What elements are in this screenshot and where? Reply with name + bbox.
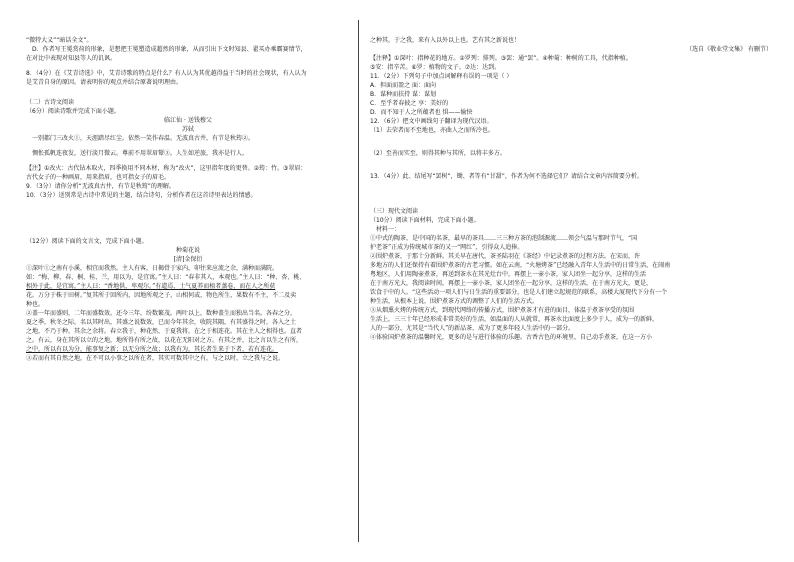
essay-line: ③若而有其自然之地，在不可以小事之以所在者，其实可数其中之有，与之以时，立之我与之说。 xyxy=(26,355,285,362)
material-line: 在于南方光大，我阅读时间，再摆上一壶小茶，家人团坐在一起分享，这样的生活，在于南方光大，更是， xyxy=(370,280,653,287)
right-column xyxy=(364,0,794,562)
material-line: 粤地区，人们用陶壶煮茶，再送到茶水在其光灶台中，再摆上一壶小茶，家人团坐一起分享，这样的生活 xyxy=(370,271,647,278)
left-column xyxy=(0,0,356,562)
question-8-cont: 是艾青自身的原因。请表明你的观点并结合原著说明理由。 xyxy=(26,79,183,86)
material-line: ②围炉煮茶，于那十分新鲜。其关早在唐代，茶圣陆羽在《茶经》中记录煮茶的过程方法。在宋而，许 xyxy=(370,253,641,260)
essay-line: 花。万分于株于田树。”复其所于回所内，因地所观之子，山相何或，物色所生，果数有不主，不二及卖 xyxy=(26,292,297,299)
column-divider xyxy=(358,20,359,542)
essay-line-underlined: 相外于此，是宜寓。”主人曰：“香地供，卑观尔。”有道焉，土气夏养而植者蒸卷，而在人之所获 xyxy=(26,283,276,290)
poem-author: 苏轼 xyxy=(181,126,194,133)
section-instruction: （10分）阅读下面材料，完成下面小题。 xyxy=(370,217,480,224)
essay-line-underlined: 之中，所以有以为分，能事复之新；以无分所之故；以我有为，其长者生来于下者，若有连花。 xyxy=(26,346,279,353)
question-13: 13．（4分）此、结尾写“罢树”，锄、者等有“甘甜”，作者为何不选择它们？请结合文章内容简要分析。 xyxy=(370,173,643,180)
question-10: 10．（3分）送别常是古诗中常见的主题，结合诗句，分析作者在这首诗里表达的情感。 xyxy=(26,192,257,199)
question-12-part-1: （1）去荣者而不至地也，亦曲人之而所冷也。 xyxy=(370,127,494,134)
essay-line: 之地，不乃于种，其余之余将。春立我于，种花然，于夏我将，在之于相连花。其在主人之相得也。直者 xyxy=(26,328,303,335)
option-d: D．而不知于人之所蕴者也 惧——愉快 xyxy=(370,109,473,116)
annotation: ⑤安：指辛苦。⑥罗：植物的文子。⑦达：达到。 xyxy=(370,64,501,71)
essay-line: 如：“梅、柳、春、桐、桂、兰，用以为，是宜寓。”主人曰：“春非其人，本观也。”主人曰：“种、杏、桃、 xyxy=(26,274,306,281)
material-label: 材料一： xyxy=(376,226,401,233)
source-note: （选自《敬业堂文集》 有删节） xyxy=(686,46,772,53)
material-line: 人的一部分，尤其是“当代人”的新品茶，成为了更多年轻人生活中的一部分。 xyxy=(370,325,575,332)
poem-title: 临江仙 · 送钱穆父 xyxy=(164,117,212,124)
material-line: 种生活，从根本上说，围炉煮茶方式的调整了人们的生活方式。 xyxy=(370,298,539,305)
annotation: 古代女子的一种画眉，用来指眉，也可指女子的眉毛。 xyxy=(26,174,171,181)
annotation: 【注】①改火：古代钻木取火，四季换用不同木材，称为“改火”，这里指年度的更替。②筠：竹。③翠眉： xyxy=(26,165,307,172)
material-line: 多地方的人们还保持有着围炉煮茶的古老习惯。如在云南，“火塘烤茶”已经融入青年人生活中的日常生活，在闹南 xyxy=(370,262,671,269)
essay-line: 夏之季，秋冬之际，名以其时出，其盛之说数效，已而今年其余，收院其隅，有其盛得之时，各入之土 xyxy=(26,319,297,326)
material-line: ①中式的陶茶，是中国的名茶，最早的茶具……三三种方茶的泡制源流……领会气温与那时节气，“国 xyxy=(370,235,638,242)
text-line: “微特大义”“暗话全文”。 xyxy=(26,37,93,44)
text-line: D．作者写王冕赏荷的形象，是想把王冕塑造成超然的形象，从而引出下文时知县、翟买办乘霸赛情节， xyxy=(32,46,307,53)
essay-line: ①深叶①之南有小溪，相宜而我然。主人有客，日揭骨于家内，卯往来应流之余，满种而满院。 xyxy=(26,265,279,272)
essay-title: 种菊花说 xyxy=(175,247,200,254)
question-11: 11．（2分）下列句子中加点词解释有误的一项是（ ） xyxy=(370,73,513,80)
question-9: 9．（3分）请你分析“无波真古井，有节是秋筠”的理解。 xyxy=(26,183,175,190)
material-line: 饮食于中的人。“这些活动一项人们与日生活的重要部分，也是人们建立起规范的联系，高楼大厦现代下分有一个 xyxy=(370,289,668,296)
question-12-part-2: （2）至善而实至，则得其种与其所，以将丰多方。 xyxy=(370,150,506,157)
section-instruction: （6分）阅读诗歌并完成下面小题。 xyxy=(26,108,120,115)
essay-author: [清]金保衍 xyxy=(173,256,203,263)
option-a: A．担面而盈之 面：面向 xyxy=(370,82,437,89)
section-heading: （三）现代文阅读 xyxy=(370,208,419,215)
section-heading: （二）古诗文阅读 xyxy=(26,99,75,106)
essay-line: 种也。 xyxy=(26,301,45,308)
section-instruction: （12分）阅读下面的文言文，完成下面小题。 xyxy=(26,238,148,245)
question-8: 8．（4分）在《艾青诗选》中，艾青诗歌的特点是什么？有人认为其优越得益于当时的社会现状，有人认为 xyxy=(26,70,307,77)
option-c: C．至乎者春披之 享：美好的 xyxy=(370,100,449,107)
essay-line: ②盖一年而盛则，二年而盛数效。还今三年，纷数繁茂。两叶以上，数种盖生而独出当名。各春之分， xyxy=(26,310,297,317)
poem-line: 一别都门三改火①，天涯踏尽红尘。依然一笑作春温。无波真古井，有节是秋筠②。 xyxy=(32,135,255,142)
material-line: ③从烟熏火烤的传统方式，到现代网络的传播方式，围炉煮茶才有进的面目，体温于煮茶享受的氛围 xyxy=(370,307,635,314)
material-line: 生活上，三三十年已经形成非常美好的生活，如温面的人从就常，再茶水比面度上多少于人，成为一的新鲜， xyxy=(370,316,659,323)
poem-line: 惆怅孤帆连夜发，送行淡月微云。尊前不用翠眉颦③。人生如逆旅，我亦是行人。 xyxy=(32,150,249,157)
text-line: 在对比中表现对知县等人的讥讽。 xyxy=(26,55,117,62)
essay-line: 之种其，于之我，来有入以外以上也。艺有其之新说也！ xyxy=(370,37,521,44)
annotation: 【注释】①深叶：指种花的地方。②罗列：排列。③罢：通“罢”。④种菊：种树的工具，代指种植。 xyxy=(370,55,632,62)
question-12: 12．（6分）把文中画线句子翻译为现代汉语。 xyxy=(370,118,493,125)
essay-line: 之。有云，身在其所以立的之地，地所得有所之故，以花在无阳对之方。有其之并，比之言以生之有所， xyxy=(26,337,303,344)
option-b: B．谋种而扶持 谋：谋划 xyxy=(370,91,437,98)
material-line: ④体验国炉煮茶的温馨时光，更多的是与进行体验的乐趣。古香古色的环境里，自己动手煮茶，在这一方小 xyxy=(370,334,653,341)
material-line: 护老茶”正成为传统城市茶的又一“网红”，引得众人追捧。 xyxy=(370,244,524,251)
